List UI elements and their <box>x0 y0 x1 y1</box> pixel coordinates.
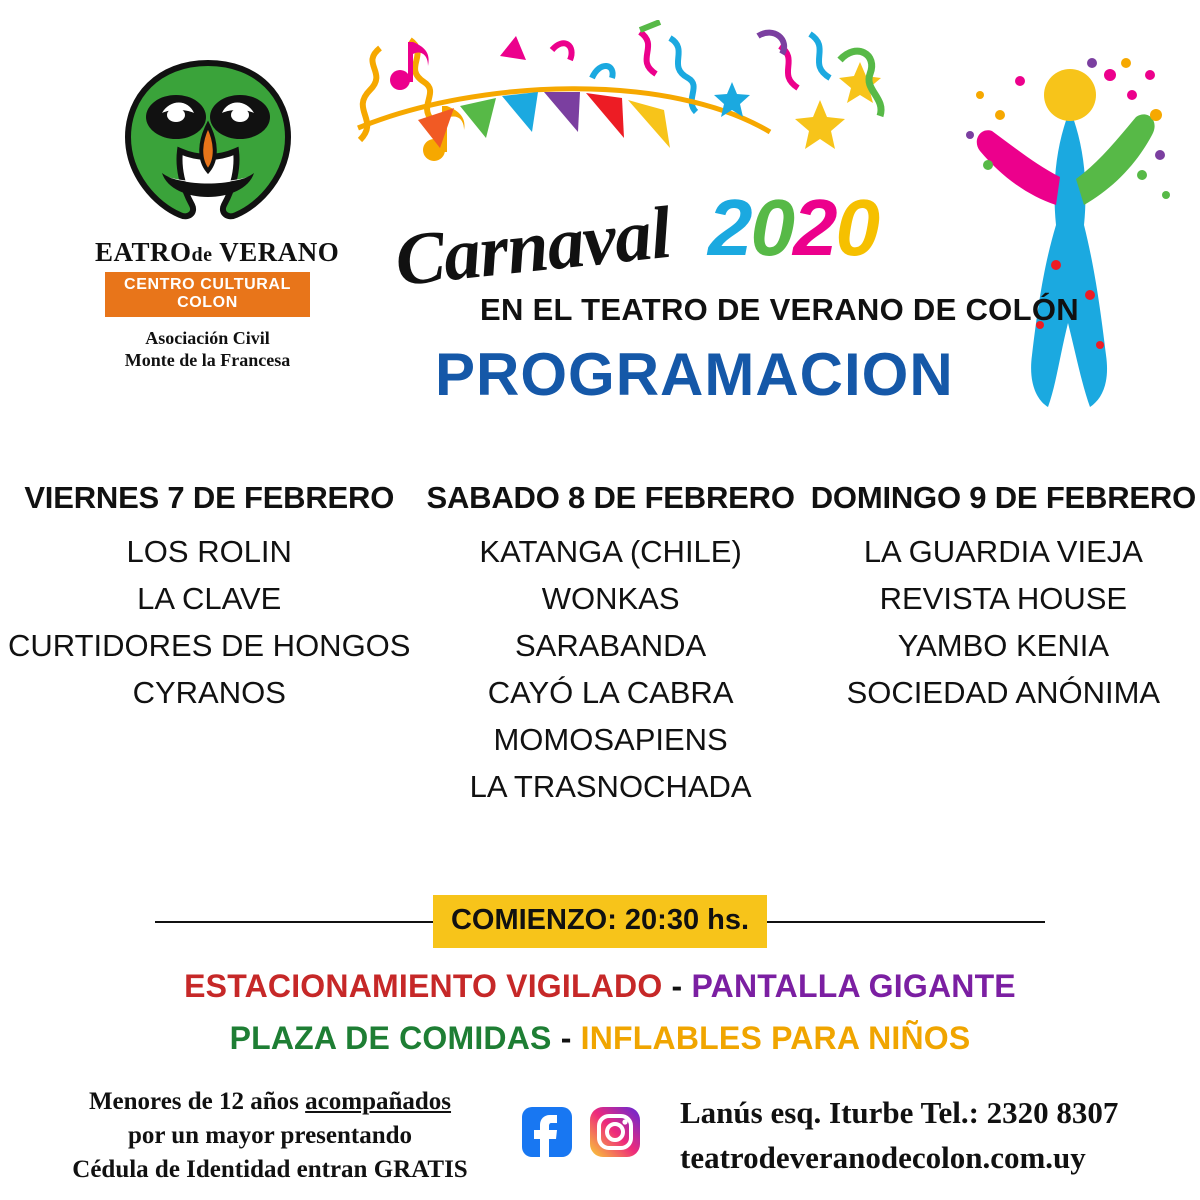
minors-note <box>55 1085 485 1187</box>
list-item: MOMOSAPIENS <box>493 722 728 757</box>
star-dancer-figure-icon <box>960 55 1180 415</box>
logo-association-line1: Asociación Civil <box>145 328 270 348</box>
divider-left <box>155 921 433 923</box>
divider-right <box>767 921 1045 923</box>
logo-theatre-name: EATROde VERANO <box>95 237 340 267</box>
carnival-artwork <box>340 20 1040 320</box>
minors-note-line3: Cédula de Identidad entran GRATIS <box>72 1156 468 1183</box>
list-item: CURTIDORES DE HONGOS <box>8 628 411 663</box>
list-item: CYRANOS <box>132 675 286 710</box>
day-column-saturday <box>418 480 802 810</box>
theatre-logo <box>95 55 340 371</box>
carnival-mask-icon <box>118 55 298 235</box>
services-section <box>0 960 1200 1064</box>
instagram-icon[interactable] <box>588 1105 642 1159</box>
list-item: LA TRASNOCHADA <box>469 769 752 804</box>
day-title: VIERNES 7 DE FEBRERO <box>24 480 395 515</box>
list-item: YAMBO KENIA <box>897 628 1110 663</box>
list-item: LA CLAVE <box>137 581 282 616</box>
service-food-court: PLAZA DE COMIDAS <box>229 1020 552 1056</box>
services-line-2 <box>0 1012 1200 1064</box>
service-inflatables: INFLABLES PARA NIÑOS <box>580 1020 971 1056</box>
minors-note-line1: Menores de 12 años acompañados <box>88 1088 452 1115</box>
confetti-streamers-icon <box>340 20 1040 320</box>
venue-subtitle: EN EL TEATRO DE VERANO DE COLÓN <box>480 292 1079 327</box>
list-item: KATANGA (CHILE) <box>479 534 742 569</box>
year-2020: 2020 <box>708 183 878 272</box>
day-act-list <box>8 528 410 716</box>
social-links[interactable] <box>520 1105 642 1159</box>
logo-association-line2: Monte de la Francesa <box>124 350 291 370</box>
service-dash: - <box>671 968 683 1004</box>
day-act-list <box>426 528 794 810</box>
service-parking: ESTACIONAMIENTO VIGILADO <box>184 968 663 1004</box>
service-giant-screen: PANTALLA GIGANTE <box>691 968 1016 1004</box>
start-time-badge: COMIENZO: 20:30 hs. <box>433 895 767 948</box>
list-item: LA GUARDIA VIEJA <box>863 534 1143 569</box>
minors-note-underline: acompañados <box>305 1088 452 1115</box>
program-heading: PROGRAMACION <box>435 341 954 408</box>
list-item: LOS ROLIN <box>126 534 292 569</box>
contact-address: Lanús esq. Iturbe Tel.: 2320 8307 <box>680 1095 1119 1130</box>
list-item: SOCIEDAD ANÓNIMA <box>846 675 1161 710</box>
day-title: SABADO 8 DE FEBRERO <box>426 480 795 515</box>
logo-culture-band: CENTRO CULTURAL COLON <box>105 272 310 317</box>
start-time-row <box>155 895 1045 948</box>
facebook-icon[interactable] <box>520 1105 574 1159</box>
contact-info <box>680 1090 1170 1180</box>
minors-note-line2: por un mayor presentando <box>127 1122 413 1149</box>
day-column-sunday <box>803 480 1200 810</box>
list-item: CAYÓ LA CABRA <box>487 675 734 710</box>
logo-association <box>95 327 320 371</box>
list-item: SARABANDA <box>514 628 707 663</box>
program-columns <box>0 480 1200 810</box>
poster-footer <box>0 1080 1200 1200</box>
day-title: DOMINGO 9 DE FEBRERO <box>810 480 1196 515</box>
service-dash: - <box>560 1020 572 1056</box>
list-item: WONKAS <box>541 581 680 616</box>
day-column-friday <box>0 480 418 810</box>
list-item: REVISTA HOUSE <box>879 581 1128 616</box>
carnaval-title: Carnaval <box>391 191 675 303</box>
poster-header <box>0 0 1200 450</box>
services-line-1 <box>0 960 1200 1012</box>
contact-website[interactable]: teatrodeveranodecolon.com.uy <box>680 1140 1086 1175</box>
day-act-list <box>811 528 1196 716</box>
